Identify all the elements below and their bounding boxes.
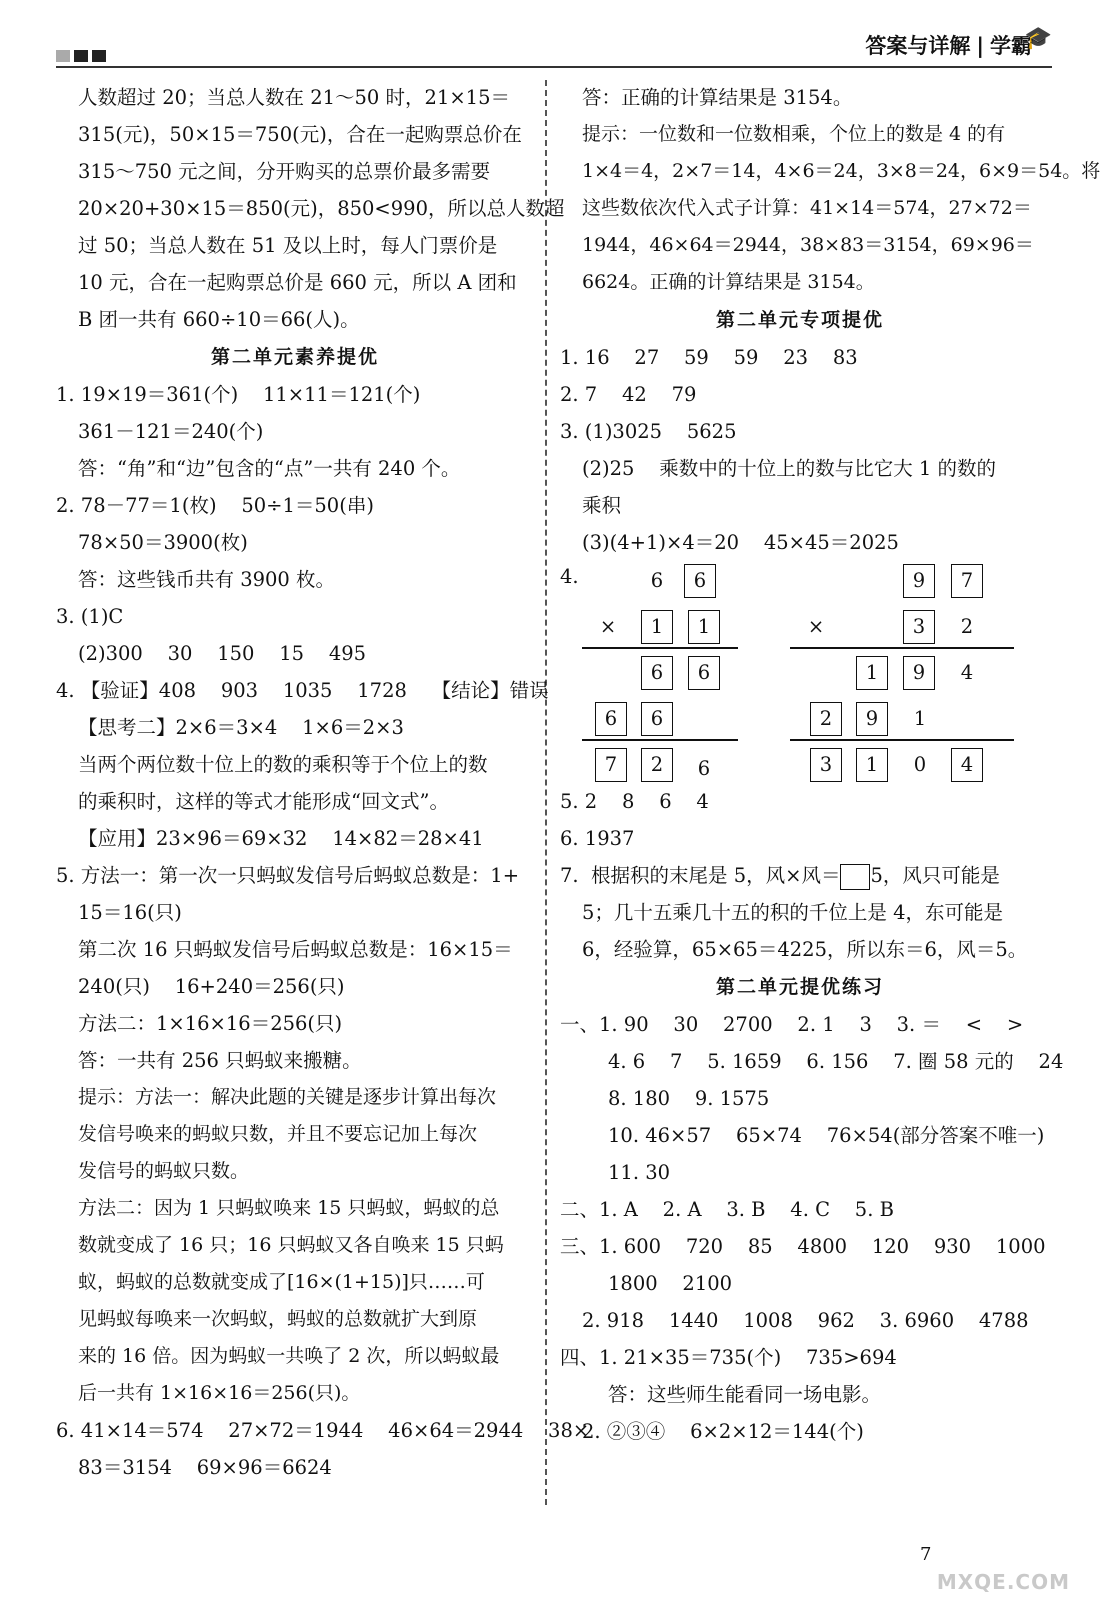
answer-line: 5. 2 8 6 4 bbox=[560, 790, 709, 813]
digit: 4 bbox=[960, 661, 974, 684]
digit-box: 6 bbox=[641, 656, 673, 690]
column-divider bbox=[545, 80, 547, 1505]
digit-box: 6 bbox=[595, 702, 627, 736]
answer-line: 当两个两位数十位上的数的乘积等于个位上的数 bbox=[78, 753, 488, 776]
header-brand: 学霸 bbox=[990, 34, 1032, 58]
hint-line: 来的 16 倍。因为蚂蚁一共唤了 2 次，所以蚂蚁最 bbox=[78, 1345, 500, 1367]
page-header bbox=[56, 26, 1052, 66]
answer-line: 2. ②③④ 6×2×12＝144(个) bbox=[582, 1420, 864, 1443]
hint-line: 6624。正确的计算结果是 3154。 bbox=[582, 271, 875, 293]
answer-line: 的乘积时，这样的等式才能形成“回文式”。 bbox=[78, 790, 449, 813]
multiplication-grid-2 bbox=[790, 561, 1020, 777]
text-line: B 团一共有 660÷10＝66(人)。 bbox=[78, 308, 360, 331]
digit-box: 9 bbox=[903, 656, 935, 690]
rule-line bbox=[790, 647, 1014, 649]
digit-box: 7 bbox=[595, 748, 627, 782]
answer-line: 6，经验算，65×65＝4225，所以东＝6，风＝5。 bbox=[582, 938, 1028, 961]
right-column bbox=[560, 79, 1101, 1450]
hint-line: 后一共有 1×16×16＝256(只)。 bbox=[78, 1382, 361, 1404]
digit-box: 3 bbox=[810, 748, 842, 782]
digit-box: 1 bbox=[641, 610, 673, 644]
digit-box: 4 bbox=[951, 748, 983, 782]
text-line: 20×20+30×15＝850(元)，850<990，所以总人数超 bbox=[78, 197, 565, 220]
text-line: 人数超过 20；当总人数在 21～50 时，21×15＝ bbox=[78, 86, 510, 109]
hint-line: 方法二：因为 1 只蚂蚁唤来 15 只蚂蚁，蚂蚁的总 bbox=[78, 1197, 500, 1219]
digit: 6 bbox=[697, 757, 711, 780]
digit: 0 bbox=[913, 753, 927, 776]
answer-line: 答：“角”和“边”包含的“点”一共有 240 个。 bbox=[78, 457, 461, 480]
answer-line: 5. 方法一：第一次一只蚂蚁发信号后蚂蚁总数是：1+ bbox=[56, 864, 520, 887]
header-marks bbox=[56, 50, 106, 62]
answer-line: 83＝3154 69×96＝6624 bbox=[78, 1456, 332, 1479]
answer-line: 3. (1)3025 5625 bbox=[560, 420, 737, 443]
page-number: 7 bbox=[920, 1544, 932, 1565]
answer-line: (2)25 乘数中的十位上的数与比它大 1 的数的 bbox=[582, 457, 997, 480]
text-line: 10 元，合在一起购票总价是 660 元，所以 A 团和 bbox=[78, 271, 517, 294]
digit-box: 7 bbox=[951, 564, 983, 598]
header-title: 答案与详解 bbox=[865, 34, 971, 58]
text-line: 315～750 元之间，分开购买的总票价最多需要 bbox=[78, 160, 491, 183]
rule-line bbox=[790, 739, 1014, 741]
digit-box: 3 bbox=[903, 610, 935, 644]
answer-line: 6. 1937 bbox=[560, 827, 635, 850]
answer-line: (2)300 30 150 15 495 bbox=[78, 642, 367, 665]
answer-line: 4. 【验证】408 903 1035 1728 【结论】错误 bbox=[56, 679, 549, 702]
digit-box: 1 bbox=[856, 748, 888, 782]
answer-line: 6. 41×14＝574 27×72＝1944 46×64＝2944 38× bbox=[56, 1419, 590, 1442]
answer-line: 答：一共有 256 只蚂蚁来搬糖。 bbox=[78, 1049, 362, 1072]
answer-line: 240(只) 16+240＝256(只) bbox=[78, 975, 345, 998]
answer-line: 2. 918 1440 1008 962 3. 6960 4788 bbox=[582, 1309, 1029, 1332]
answer-line: 361－121＝240(个) bbox=[78, 420, 264, 443]
section-title: 第二单元专项提优 bbox=[715, 309, 884, 331]
answer-line: 15＝16(只) bbox=[78, 901, 182, 924]
answer-line: 四、1. 21×35＝735(个) 735>694 bbox=[560, 1346, 897, 1369]
answer-line: 三、1. 600 720 85 4800 120 930 1000 bbox=[560, 1235, 1046, 1258]
answer-line: 1. 19×19＝361(个) 11×11＝121(个) bbox=[56, 383, 421, 406]
multiplication-puzzles bbox=[560, 561, 1040, 780]
answer-line: 方法二：1×16×16＝256(只) bbox=[78, 1012, 343, 1035]
header-title-group: 答案与详解 | 学霸 bbox=[865, 34, 1032, 58]
times-sign: × bbox=[807, 615, 825, 638]
digit-box: 2 bbox=[641, 748, 673, 782]
text-span: 7. 根据积的末尾是 5，风×风＝ bbox=[560, 864, 841, 887]
hint-line: 这些数依次代入式子计算：41×14＝574，27×72＝ bbox=[582, 197, 1032, 219]
question-number: 4. bbox=[560, 565, 579, 588]
digit-box: 6 bbox=[641, 702, 673, 736]
watermark: MXQE.COM bbox=[936, 1570, 1070, 1594]
answer-line: 【思考二】2×6＝3×4 1×6＝2×3 bbox=[78, 716, 404, 739]
digit: 6 bbox=[650, 569, 664, 592]
digit-box: 2 bbox=[810, 702, 842, 736]
text-line: 315(元)，50×15＝750(元)，合在一起购票总价在 bbox=[78, 123, 522, 146]
answer-line: 1. 16 27 59 59 23 83 bbox=[560, 346, 858, 369]
rule-line bbox=[582, 647, 738, 649]
answer-line: 第二次 16 只蚂蚁发信号后蚂蚁总数是：16×15＝ bbox=[78, 938, 513, 961]
answer-line: 3. (1)C bbox=[56, 605, 124, 628]
rule-line bbox=[582, 739, 738, 741]
text-line: 过 50；当总人数在 51 及以上时，每人门票价是 bbox=[78, 234, 498, 257]
digit-box: 6 bbox=[684, 564, 716, 598]
hint-line: 见蚂蚁每唤来一次蚂蚁，蚂蚁的总数就扩大到原 bbox=[78, 1308, 478, 1330]
answer-line: 答：这些钱币共有 3900 枚。 bbox=[78, 568, 336, 591]
hint-line: 1944，46×64＝2944，38×83＝3154，69×96＝ bbox=[582, 234, 1034, 256]
answer-line: 答：正确的计算结果是 3154。 bbox=[582, 86, 853, 109]
multiplication-grid-1 bbox=[582, 561, 752, 780]
graduation-cap-icon: 🎓 bbox=[1024, 26, 1052, 51]
hint-line: 提示：方法一：解决此题的关键是逐步计算出每次 bbox=[78, 1086, 497, 1108]
text-span: 5，风只可能是 bbox=[870, 864, 1000, 887]
answer-line: 答：这些师生能看同一场电影。 bbox=[608, 1383, 882, 1406]
section-title: 第二单元提优练习 bbox=[715, 976, 884, 998]
section-title: 第二单元素养提优 bbox=[210, 346, 379, 368]
answer-line: 11. 30 bbox=[608, 1161, 671, 1184]
answer-line: 4. 6 7 5. 1659 6. 156 7. 圈 58 元的 24 bbox=[608, 1050, 1064, 1073]
answer-line: 2. 7 42 79 bbox=[560, 383, 697, 406]
left-column bbox=[56, 79, 590, 1486]
digit-box: 1 bbox=[856, 656, 888, 690]
answer-line bbox=[560, 857, 1040, 894]
answer-line: 10. 46×57 65×74 76×54(部分答案不唯一) bbox=[608, 1124, 1045, 1147]
times-sign: × bbox=[599, 615, 617, 638]
hint-line: 蚁，蚂蚁的总数就变成了[16×(1+15)]只……可 bbox=[78, 1271, 485, 1293]
blank-box bbox=[840, 864, 870, 890]
digit: 1 bbox=[913, 707, 927, 730]
digit-box: 9 bbox=[856, 702, 888, 736]
hint-line: 数就变成了 16 只；16 只蚂蚁又各自唤来 15 只蚂 bbox=[78, 1234, 504, 1256]
page-footer bbox=[910, 1544, 1070, 1594]
answer-line: 8. 180 9. 1575 bbox=[608, 1087, 770, 1110]
answer-line: 二、1. A 2. A 3. B 4. C 5. B bbox=[560, 1198, 894, 1221]
digit-box: 1 bbox=[688, 610, 720, 644]
answer-line: 一、1. 90 30 2700 2. 1 3 3. ＝ < > bbox=[560, 1013, 1024, 1036]
digit-box: 9 bbox=[903, 564, 935, 598]
answer-line: 1800 2100 bbox=[608, 1272, 733, 1295]
hint-line: 提示：一位数和一位数相乘，个位上的数是 4 的有 bbox=[582, 123, 1006, 145]
digit-box: 6 bbox=[688, 656, 720, 690]
answer-line: 2. 78－77＝1(枚) 50÷1＝50(串) bbox=[56, 494, 374, 517]
answer-line: (3)(4+1)×4＝20 45×45＝2025 bbox=[582, 531, 899, 554]
hint-line: 1×4＝4，2×7＝14，4×6＝24，3×8＝24，6×9＝54。将 bbox=[582, 160, 1101, 182]
answer-line: 5；几十五乘几十五的积的千位上是 4，东可能是 bbox=[582, 901, 1004, 924]
header-rule bbox=[56, 66, 1052, 68]
hint-line: 发信号唤来的蚂蚁只数，并且不要忘记加上每次 bbox=[78, 1123, 478, 1145]
answer-line: 乘积 bbox=[582, 494, 622, 517]
answer-line: 78×50＝3900(枚) bbox=[78, 531, 248, 554]
hint-line: 发信号的蚂蚁只数。 bbox=[78, 1160, 250, 1182]
answer-line: 【应用】23×96＝69×32 14×82＝28×41 bbox=[78, 827, 484, 850]
digit: 2 bbox=[960, 615, 974, 638]
